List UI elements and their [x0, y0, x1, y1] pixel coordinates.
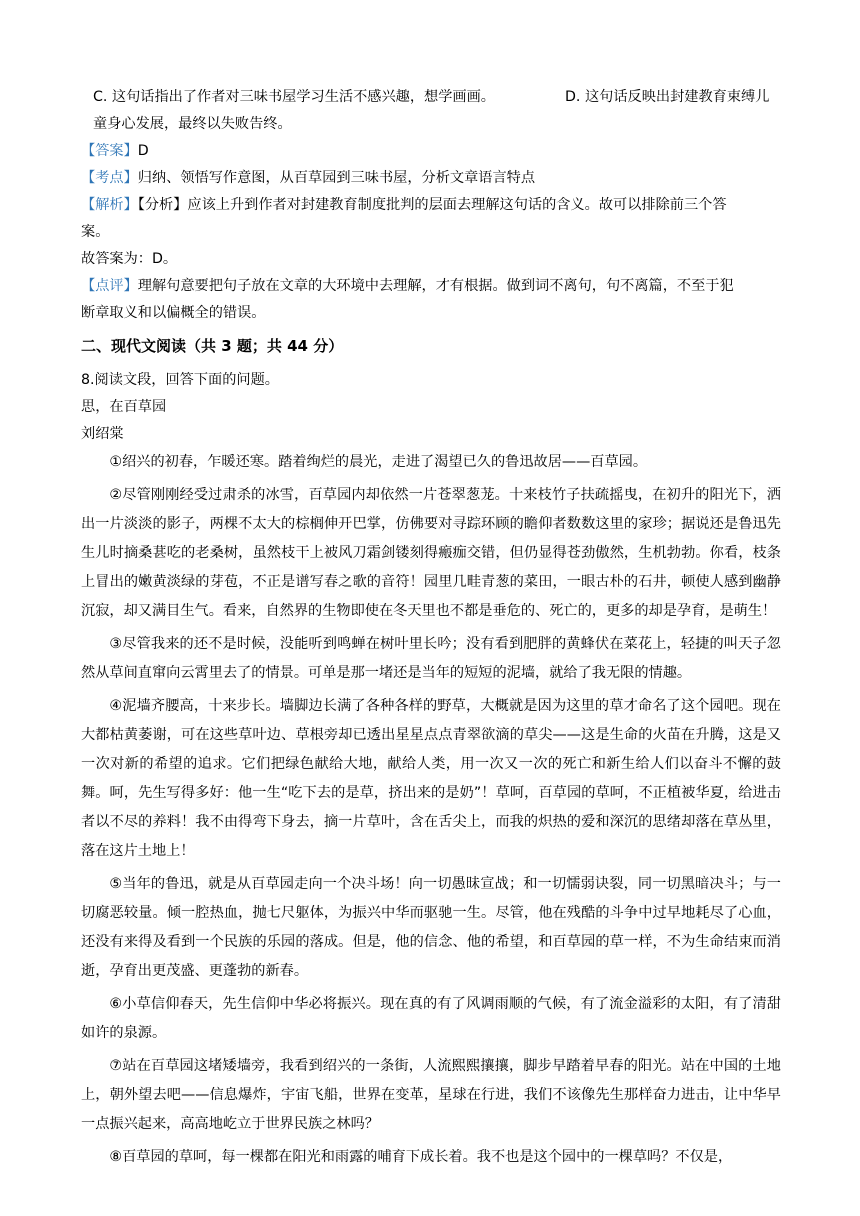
article-title: 思，在百草园 [81, 399, 167, 415]
answer-line [81, 138, 781, 165]
document-page [81, 84, 781, 1176]
conclusion-line: 故答案为：D。 [81, 251, 178, 267]
dianping-tag: 【点评】 [81, 278, 138, 294]
option-d-continued: 童身心发展，最终以失败告终。 [93, 116, 292, 132]
answer-value: D [137, 143, 149, 159]
option-d: D. 这句话反映出封建教育束缚儿 [565, 89, 770, 105]
article-paragraph-2: ②尽管刚刚经受过肃杀的冰雪，百草园内却依然一片苍翠葱茏。十来枝竹子扶疏摇曳，在初升的阳光下，洒出一片淡淡的影子，两棵不太大的棕榈伸开巴掌，仿佛要对寻踪环顾的瞻仰者数数这里的家珍；据说还是鲁迅先生儿时摘桑葚吃的老桑树，虽然枝干上被风刀霜剑镂刻得瘢痂交错，但仍显得苍劲傲然，生机勃勃。你看，枝条上冒出的嫩黄淡绿的芽苞，不正是谱写春之歌的音符！园里几畦青葱的菜田，一眼古朴的石井，顿使人感到幽静沉寂，却又满目生气。看来，自然界的生物即使在冬天里也不都是垂危的、死亡的，更多的却是孕育，是萌生！ [81, 487, 781, 619]
kaodian-line [81, 165, 781, 192]
article-paragraph-5: ⑤当年的鲁迅，就是从百草园走向一个决斗场！向一切愚昧宣战；和一切懦弱诀裂，同一切黑暗决斗；与一切腐恶较量。倾一腔热血，抛七尺躯体，为振兴中华而驱驰一生。尽管，他在残酷的斗争中过早地耗尽了心血，还没有来得及看到一个民族的乐园的落成。但是，他的信念、他的希望，和百草园的草一样，不为生命结束而消逝，孕育出更茂盛、更蓬勃的新春。 [81, 876, 781, 979]
article-author: 刘绍棠 [81, 426, 124, 442]
dianping-line-2: 断章取义和以偏概全的错误。 [81, 305, 266, 321]
article-paragraph-3: ③尽管我来的还不是时候，没能听到鸣蝉在树叶里长吟；没有看到肥胖的黄蜂伏在菜花上，轻捷的叫天子忽然从草间直窜向云霄里去了的情景。可单是那一堵还是当年的短短的泥墙，就给了我无限的情趣。 [81, 636, 781, 681]
article-paragraph-4: ④泥墙齐腰高，十来步长。墙脚边长满了各种各样的野草，大概就是因为这里的草才命名了这个园吧。现在大都枯黄萎谢，可在这些草叶边、草根旁却已透出星星点点青翠欲滴的草尖——这是生命的火苗在升腾，这是又一次对新的希望的追求。它们把绿色献给大地，献给人类，用一次又一次的死亡和新生给人们以奋斗不懈的鼓舞。呵，先生写得多好：他一生“吃下去的是草，挤出来的是奶”！草呵，百草园的草呵，不正植被华夏，给进击者以不尽的养料！我不由得弯下身去，摘一片草叶，含在舌尖上，而我的炽热的爱和深沉的思绪却落在草丛里，落在这片土地上！ [81, 698, 781, 859]
option-c: C. 这句话指出了作者对三味书屋学习生活不感兴趣，想学画画。 [93, 89, 495, 105]
section-title: 二、现代文阅读（共 3 题；共 44 分） [81, 337, 344, 355]
article-paragraph-1: ①绍兴的初春，乍暖还寒。踏着绚烂的晨光，走进了渴望已久的鲁迅故居——百草园。 [109, 454, 648, 470]
jiexi-line-2: 案。 [81, 224, 110, 240]
jiexi-tag: 【解析】 [81, 197, 138, 213]
article-paragraph-6: ⑥小草信仰春天，先生信仰中华必将振兴。现在真的有了风调雨顺的气候，有了流金溢彩的太阳，有了清甜如许的泉源。 [81, 996, 781, 1041]
question7-options [81, 84, 781, 111]
kaodian-tag: 【考点】 [81, 170, 138, 186]
article-paragraph-8: ⑧百草园的草呵，每一棵都在阳光和雨露的哺育下成长着。我不也是这个园中的一棵草吗？不仅是， [109, 1149, 733, 1165]
article-paragraph-7: ⑦站在百草园这堵矮墙旁，我看到绍兴的一条街，人流熙熙攘攘，脚步早踏着早春的阳光。站在中国的土地上，朝外望去吧——信息爆炸，宇宙飞船，世界在变革，星球在行进，我们不该像先生那样奋力进击，让中华早一点振兴起来，高高地屹立于世界民族之林吗？ [81, 1058, 781, 1132]
jiexi-text: 【分析】应该上升到作者对封建教育制度批判的层面去理解这句话的含义。故可以排除前三个答 [137, 197, 727, 213]
dianping-line [81, 273, 781, 300]
kaodian-text: 归纳、领悟写作意图，从百草园到三味书屋，分析文章语言特点 [137, 170, 536, 186]
dianping-text: 理解句意要把句子放在文章的大环境中去理解，才有根据。做到词不离句，句不离篇，不至于犯 [137, 278, 734, 294]
article-body [81, 448, 781, 1172]
question8-prompt: 8.阅读文段，回答下面的问题。 [81, 372, 279, 388]
jiexi-line [81, 192, 781, 219]
answer-tag: 【答案】 [81, 143, 138, 159]
